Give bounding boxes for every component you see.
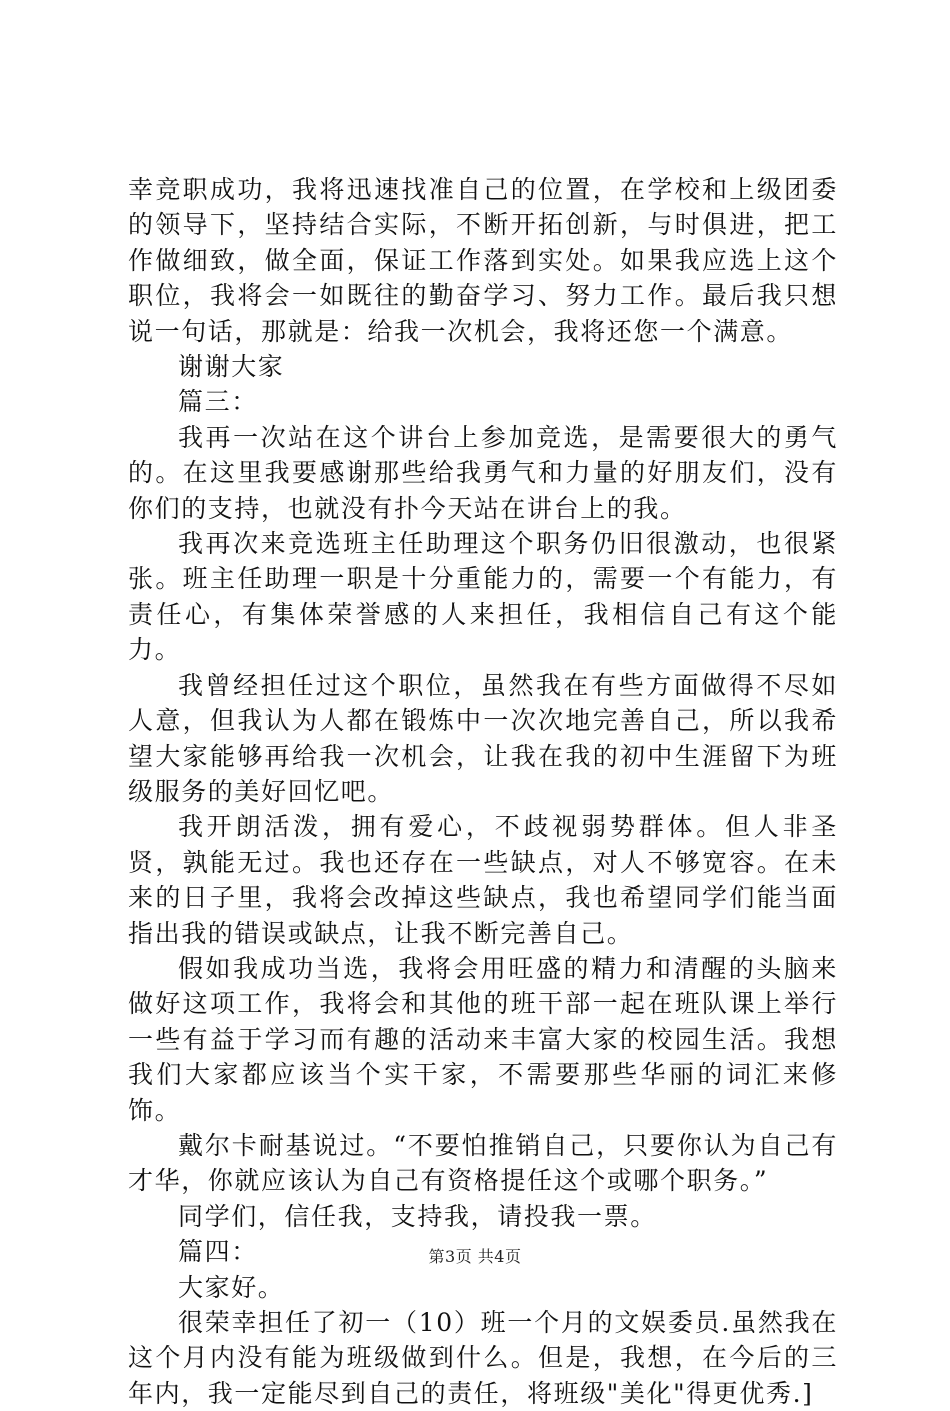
paragraph: 戴尔卡耐基说过。“不要怕推销自己，只要你认为自己有才华，你就应该认为自己有资格提任这个或哪个职务。” (128, 1130, 838, 1196)
paragraph: 很荣幸担任了初一（10）班一个月的文娱委员.虽然我在这个月内没有能为班级做到什么。但是，我想，在今后的三年内，我一定能尽到自己的责任，将班级"美化"得更优秀.] (128, 1308, 838, 1408)
paragraph: 我曾经担任过这个职位，虽然我在有些方面做得不尽如人意，但我认为人都在锻炼中一次次地完善自己，所以我希望大家能够再给我一次机会，让我在我的初中生涯留下为班级服务的美好回忆吧。 (128, 670, 838, 806)
paragraph: 我开朗活泼，拥有爱心，不歧视弱势群体。但人非圣贤，孰能无过。我也还存在一些缺点，对人不够宽容。在未来的日子里，我将会改掉这些缺点，我也希望同学们能当面指出我的错误或缺点，让我不断完善自己。 (128, 812, 838, 948)
paragraph: 大家好。 (178, 1272, 285, 1302)
paragraph: 我再一次站在这个讲台上参加竞选，是需要很大的勇气的。在这里我要感谢那些给我勇气和力量的好朋友们，没有你们的支持，也就没有扑今天站在讲台上的我。 (128, 422, 838, 523)
section-heading: 篇三： (178, 387, 258, 417)
document-body (128, 172, 838, 1411)
paragraph: 假如我成功当选，我将会用旺盛的精力和清醒的头脑来做好这项工作，我将会和其他的班干部一起在班队课上举行一些有益于学习而有趣的活动来丰富大家的校园生活。我想我们大家都应该当个实干家，不需要那些华丽的词汇来修饰。 (128, 953, 838, 1125)
paragraph: 我再次来竞选班主任助理这个职务仍旧很激动，也很紧张。班主任助理一职是十分重能力的，需要一个有能力，有责任心，有集体荣誉感的人来担任，我相信自己有这个能力。 (128, 529, 838, 665)
page-number-footer: 第3页 共4页 (428, 1247, 522, 1266)
paragraph: 谢谢大家 (178, 352, 285, 382)
paragraph: 同学们，信任我，支持我，请投我一票。 (178, 1201, 657, 1231)
paragraph: 幸竞职成功，我将迅速找准自己的位置，在学校和上级团委的领导下，坚持结合实际，不断开拓创新，与时俱进，把工作做细致，做全面，保证工作落到实处。如果我应选上这个职位，我将会一如既往的勤奋学习、努力工作。最后我只想说一句话，那就是：给我一次机会，我将还您一个满意。 (128, 175, 838, 346)
section-heading: 篇四： (178, 1237, 258, 1267)
